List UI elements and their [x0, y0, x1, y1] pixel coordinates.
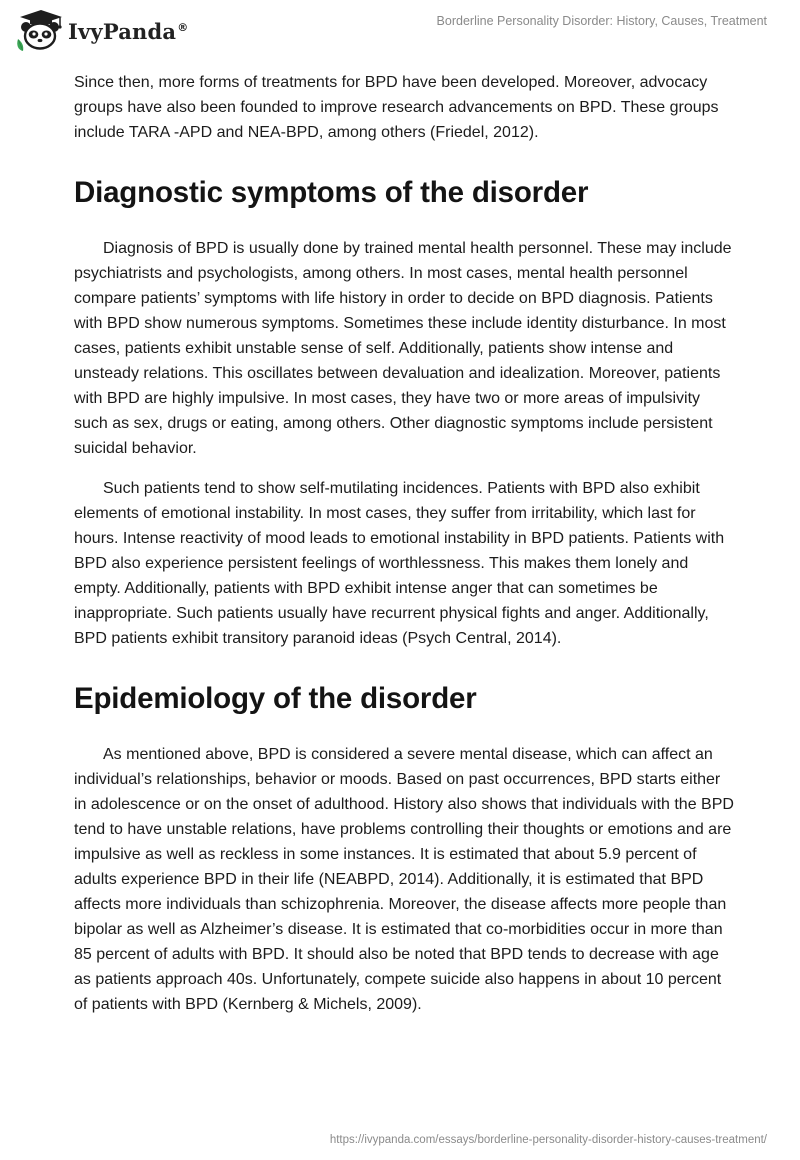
essay-content — [74, 70, 734, 1032]
paragraph: Diagnosis of BPD is usually done by trained mental health personnel. These may include psychiatrists and psychologists, among others. In most cases, mental health personnel compare patients’ symptoms with life history in order to decide on BPD diagnosis. Patients with BPD show numerous symptoms. Sometimes these include identity disturbance. In most cases, patients exhibit unstable sense of self. Additionally, patients show intense and unsteady relations. This oscillates between devaluation and idealization. Moreover, patients with BPD are highly impulsive. In most cases, they have two or more areas of impulsivity such as sex, drugs or eating, among others. Other diagnostic symptoms include persistent suicidal behavior. — [74, 240, 732, 457]
logo-wordmark: IvyPanda® — [68, 18, 189, 44]
source-url-link[interactable]: https://ivypanda.com/essays/borderline-personality-disorder-history-causes-treatment/ — [329, 1134, 767, 1146]
ivypanda-logo[interactable] — [14, 9, 188, 51]
page-header — [0, 0, 800, 60]
intro-paragraph: Since then, more forms of treatments for BPD have been developed. Moreover, advocacy groups have also been founded to improve research advancements on BPD. These groups include TARA -APD and NEA-BPD, among others (Friedel, 2012). — [74, 74, 719, 141]
document-title: Borderline Personality Disorder: History, Causes, Treatment — [436, 14, 767, 28]
panda-logo-icon — [14, 9, 64, 51]
paragraph: As mentioned above, BPD is considered a severe mental disease, which can affect an individual’s relationships, behavior or moods. Based on past occurrences, BPD starts either in adolescence or on the onset of adulthood. History also shows that individuals with the BPD tend to have unstable relations, have problems controlling their thoughts or emotions and are impulsive as well as reckless in some instances. It is estimated that about 5.9 percent of adults experience BPD in their life (NEABPD, 2014). Additionally, it is estimated that BPD affects more individuals than schizophrenia. Moreover, the disease affects more people than bipolar as well as Alzheimer’s disease. It is estimated that co-morbidities occur in more than 85 percent of adults with BPD. It should also be noted that BPD tends to decrease with age as patients approach 40s. Unfortunately, compete suicide also happens in about 10 percent of patients with BPD (Kernberg & Michels, 2009). — [74, 746, 734, 1013]
section-heading-diagnostic-symptoms: Diagnostic symptoms of the disorder — [74, 176, 589, 209]
section-heading-epidemiology: Epidemiology of the disorder — [74, 682, 477, 715]
paragraph: Such patients tend to show self-mutilating incidences. Patients with BPD also exhibit elements of emotional instability. In most cases, they suffer from irritability, which last for hours. Intense reactivity of mood leads to emotional instability in BPD patients. Patients with BPD also experience persistent feelings of worthlessness. This makes them lonely and empty. Additionally, patients with BPD exhibit intense anger that can sometimes be inappropriate. Such patients usually have recurrent physical fights and anger. Additionally, BPD patients exhibit transitory paranoid ideas (Psych Central, 2014). — [74, 480, 725, 647]
